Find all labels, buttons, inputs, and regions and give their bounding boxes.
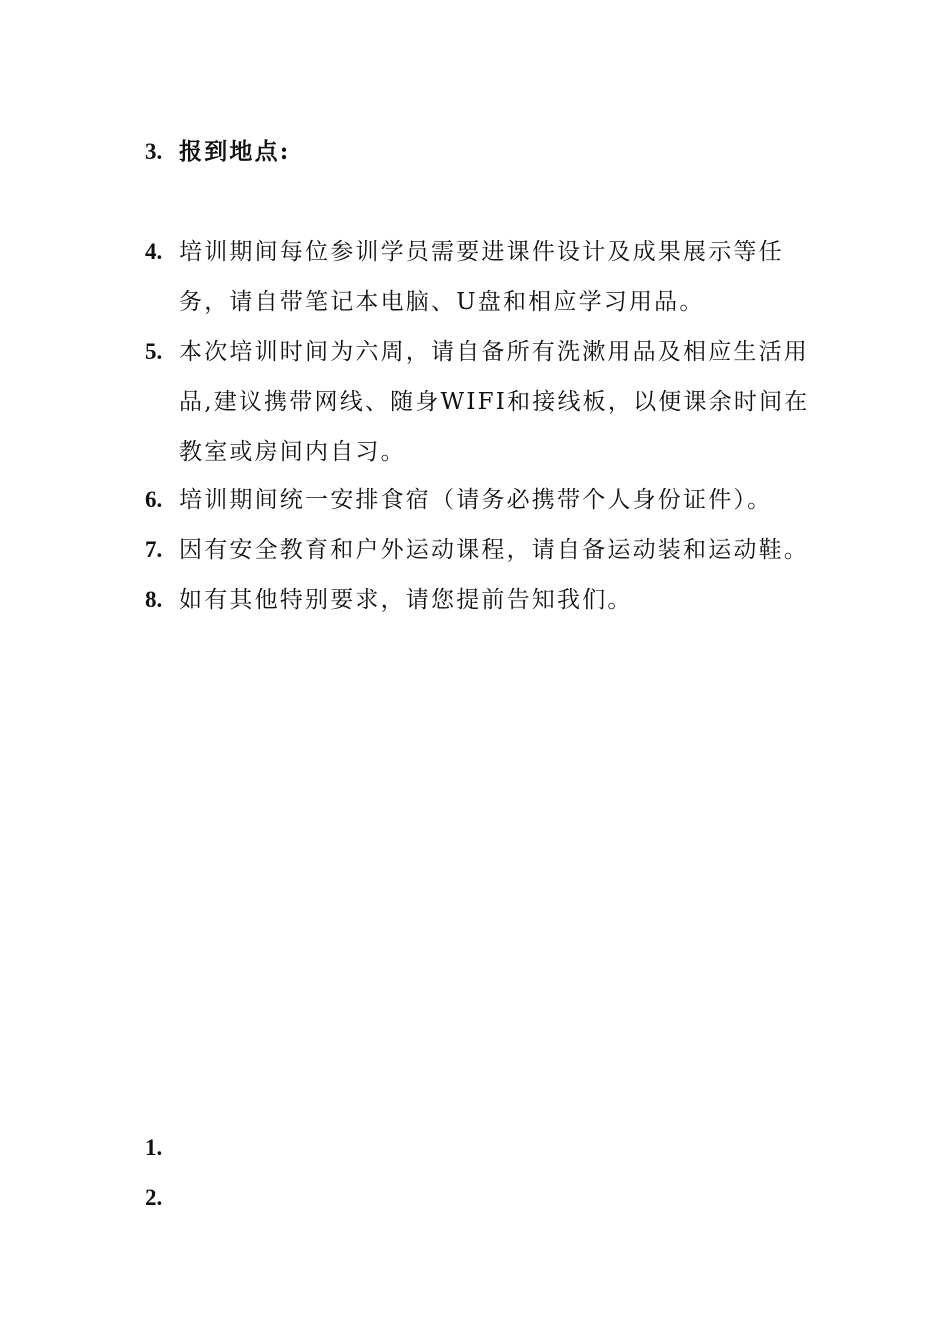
list-number: 7. [145, 537, 163, 562]
list-item-supplies [145, 327, 815, 477]
list-item-special-requests [145, 575, 815, 625]
list-number: 1. [145, 1135, 163, 1160]
list-item-reporting-location [145, 127, 815, 177]
list-item-text: 培训期间统一安排食宿（请务必携带个人身份证件）。 [179, 487, 773, 513]
list-item-text: 培训期间每位参训学员需要进课件设计及成果展示等任务，请自带笔记本电脑、U盘和相应学习用品。 [179, 239, 784, 315]
list-number: 4. [145, 239, 163, 264]
list-number: 2. [145, 1185, 163, 1210]
list-item-equipment [145, 227, 815, 327]
list-number: 8. [145, 587, 163, 612]
list-item-text: 报到地点: [179, 138, 291, 165]
list-item-text: 如有其他特别要求，请您提前告知我们。 [179, 587, 633, 613]
list-number: 3. [145, 139, 163, 164]
list-number: 6. [145, 487, 163, 512]
list-item-sportswear [145, 525, 815, 575]
list-item-accommodation [145, 475, 815, 525]
list-item-text: 本次培训时间为六周，请自备所有洗漱用品及相应生活用品,建议携带网线、随身WIFI和接线板，以便课余时间在教室或房间内自习。 [179, 339, 810, 465]
list-number: 5. [145, 339, 163, 364]
list-item-text: 因有安全教育和户外运动课程，请自备运动装和运动鞋。 [179, 537, 809, 563]
